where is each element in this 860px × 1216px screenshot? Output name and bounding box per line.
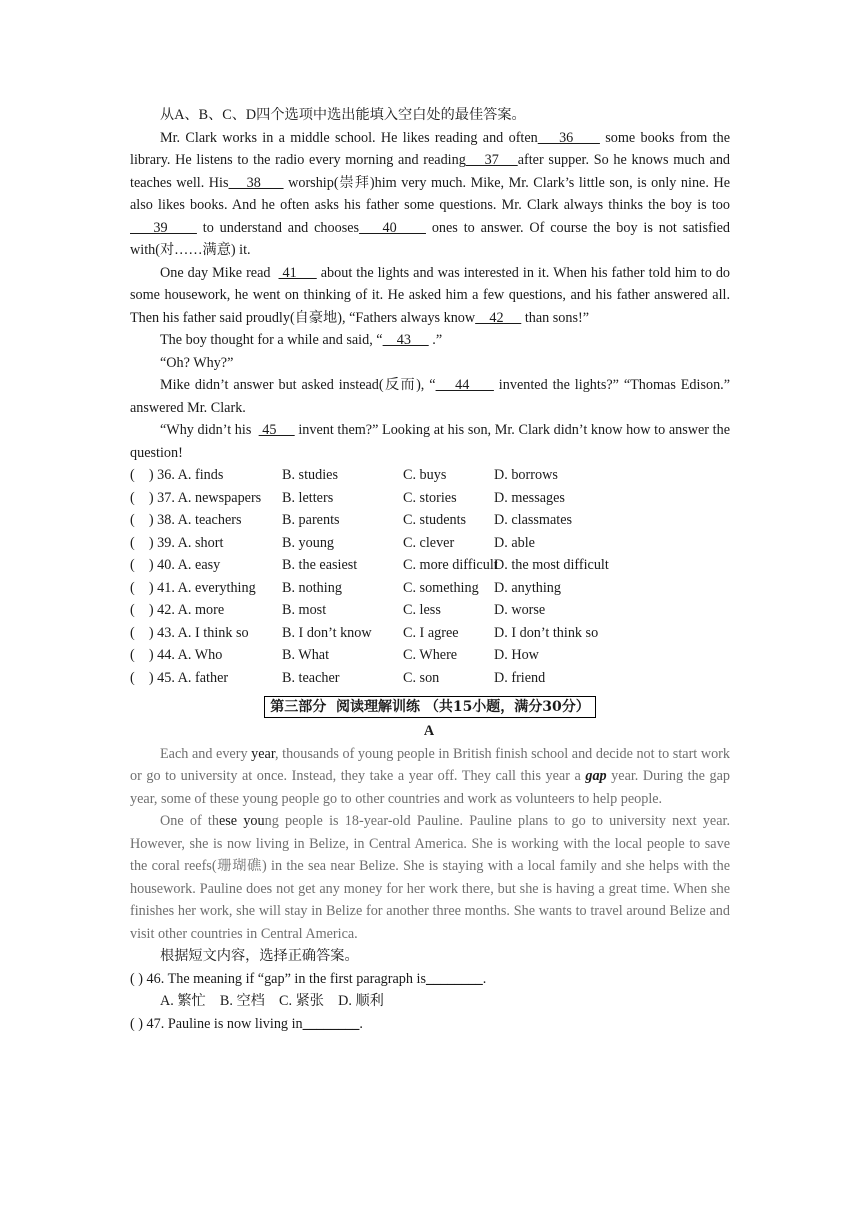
reading-paragraph-1 (130, 743, 730, 811)
reading-paragraph-2 (130, 810, 730, 945)
text: worship(崇拜)him very much. Mike, Mr. Clark’s little son, is only nine. He also likes books. And he often asks his father some questions. Mr. Clark always thinks the boy is too (130, 174, 730, 213)
option-b: B. studies (282, 467, 338, 483)
option-row-41 (130, 577, 730, 600)
cloze-instruction: 从A、B、C、D四个选项中选出能填入空白处的最佳答案。 (160, 107, 526, 123)
text: invented the lights?” “Thomas Edison.” answered Mr. Clark. (130, 377, 731, 416)
option-a: ( ) 44. A. Who (130, 647, 223, 663)
option-d: D. anything (494, 579, 561, 596)
option-a: ( ) 40. A. easy (130, 557, 221, 573)
text: ones to answer. Of course the boy is not satisfied with(对……满意) it. (130, 219, 731, 258)
option-c: C. son (403, 669, 440, 686)
cloze-paragraph-6 (130, 419, 730, 464)
text: ng people is 18-year-old Pauline. Pauline plans to go to university next year. However, she is now living in Belize, in Central America. She is working with the local people to save the coral reefs(珊瑚礁) in the sea near Belize. She is staying with a local family and she helps with the housework. Pauline does not get any money for her work there, but she is having a great time. When she finishes her work, she will stay in Belize for another three months. She wants to travel around Belize and visit other countries in Central America. (130, 813, 730, 942)
option-b: B. letters (282, 489, 334, 506)
cloze-paragraph-5 (130, 374, 730, 419)
option-row-40 (130, 554, 730, 577)
blank-43: 43 (382, 332, 429, 348)
option-a: ( ) 41. A. everything (130, 579, 256, 596)
option-d: D. How (494, 647, 539, 663)
text: Mike didn’t answer but asked instead(反而), “ (160, 377, 436, 393)
option-a: ( ) 37. A. newspapers (130, 489, 262, 506)
text: The boy thought for a while and said, “ (160, 332, 383, 348)
option-row-42 (130, 599, 730, 622)
worksheet-page (130, 104, 730, 1035)
cloze-paragraph-2 (130, 262, 730, 330)
text: about the lights and was interested in it. When his father told him to do some housework, he went on thinking of it. He asked him a few questions, and his father answered all. Then his father said proudly(自豪地), “Fathers always know (130, 264, 731, 326)
text: Mr. Clark works in a middle school. He likes reading and often (160, 129, 538, 146)
option-b: B. teacher (282, 669, 340, 686)
text: .” (428, 332, 443, 348)
blank-36: 36 (537, 129, 600, 146)
option-c: C. Where (403, 647, 458, 663)
text: . (359, 1015, 363, 1032)
blank-37: 37 (465, 152, 518, 168)
text: One day Mike read (160, 264, 279, 281)
option-d: D. borrows (494, 467, 558, 483)
option-a: ( ) 38. A. teachers (130, 512, 242, 528)
text: than sons!” (521, 309, 590, 326)
option-b: B. most (282, 602, 327, 618)
option-row-37 (130, 487, 730, 510)
question-46-choices: A. 繁忙 B. 空档 C. 紧张 D. 顺利 (160, 993, 384, 1009)
text: after supper. So he knows much and teaches well. His (130, 152, 731, 191)
option-row-43 (130, 622, 730, 645)
text: “Why didn’t his (160, 422, 259, 438)
blank-41: 41 (278, 264, 317, 281)
text: year. During the gap year, some of these young people go to other countries and work as volunteers to help people. (130, 768, 730, 807)
gap-word: gap (585, 768, 607, 784)
option-a: ( ) 45. A. father (130, 669, 229, 686)
option-d: D. messages (494, 489, 565, 506)
text: some books from the library. He listens to the radio every morning and reading (130, 129, 730, 168)
text: year (251, 745, 275, 762)
blank-45: 45 (258, 422, 295, 438)
text: to understand and chooses (196, 219, 360, 236)
answer-blank: ________ (426, 970, 483, 987)
option-row-36 (130, 464, 730, 487)
option-b: B. What (282, 647, 330, 663)
option-d: D. able (494, 534, 535, 551)
blank-40: 40 (359, 219, 426, 236)
text: , thousands of young people in British finish school and decide not to start work or go to university at once. Instead, they take a year off. They call this year a (130, 745, 730, 784)
option-c: C. less (403, 602, 441, 618)
option-a: ( ) 42. A. more (130, 602, 225, 618)
blank-38: 38 (228, 174, 284, 191)
option-b: B. nothing (282, 579, 342, 596)
option-a: ( ) 43. A. I think so (130, 624, 249, 641)
option-d: D. classmates (494, 512, 573, 528)
option-row-39 (130, 532, 730, 555)
option-a: ( ) 39. A. short (130, 534, 224, 551)
option-d: D. friend (494, 669, 546, 686)
option-c: C. clever (403, 534, 455, 551)
option-c: C. something (403, 579, 479, 596)
option-c: C. students (403, 512, 467, 528)
option-row-38 (130, 509, 730, 532)
cloze-paragraph-1 (130, 127, 730, 262)
text: ese you (218, 813, 265, 829)
option-b: B. parents (282, 512, 340, 528)
question-46 (130, 968, 730, 991)
option-b: B. the easiest (282, 557, 358, 573)
passage-label: A (423, 723, 435, 739)
text: ( ) 47. Pauline is now living in (130, 1015, 303, 1032)
option-c: C. buys (403, 467, 447, 483)
text: Each and every (160, 745, 252, 762)
option-b: B. I don’t know (282, 624, 372, 641)
option-b: B. young (282, 534, 335, 551)
text: . (482, 970, 487, 987)
blank-44: 44 (435, 377, 494, 393)
cloze-paragraph-4: “Oh? Why?” (160, 354, 234, 371)
blank-42: 42 (475, 309, 522, 326)
option-c: C. more difficult (403, 557, 498, 573)
answer-blank: ________ (302, 1015, 360, 1032)
option-a: ( ) 36. A. finds (130, 467, 224, 483)
option-d: D. the most difficult (494, 557, 609, 573)
question-47 (130, 1013, 730, 1036)
blank-39: 39 (130, 219, 197, 236)
option-row-44 (130, 644, 730, 667)
question-instruction: 根据短文内容，选择正确答案。 (160, 948, 359, 964)
text: One of th (160, 813, 219, 829)
option-c: C. I agree (403, 624, 459, 641)
option-row-45 (130, 667, 730, 690)
text: invent them?” Looking at his son, Mr. Clark didn’t know how to answer the question! (130, 422, 730, 461)
cloze-paragraph-3 (130, 329, 730, 352)
option-c: C. stories (403, 489, 457, 506)
options-list (130, 464, 730, 689)
option-d: D. worse (494, 602, 546, 618)
text: ( ) 46. The meaning if “gap” in the first paragraph is (130, 970, 426, 987)
option-d: D. I don’t think so (494, 624, 599, 641)
section-header: 第三部分 阅读理解训练 （共15小题，满分30分） (264, 696, 596, 718)
